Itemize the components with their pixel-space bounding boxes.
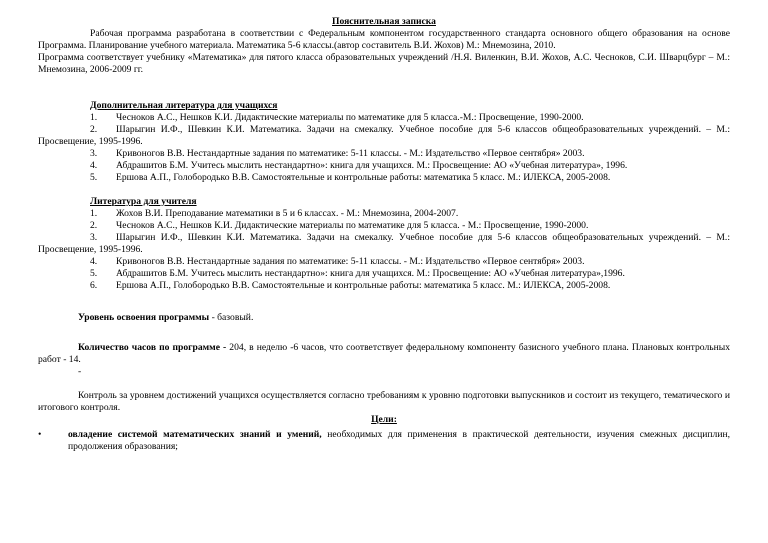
intro-paragraph: Рабочая программа разработана в соответствии с Федеральным компонентом государственного стандарта основного общего образования на основе Программа. Планирование учебного материала. Математика 5-6 классы.(автор составитель В.И. Жохов) М.: Мнемозина, 2010. [38, 28, 730, 51]
list-item: 1. Жохов В.И. Преподавание математики в 5 и 6 классах. - М.: Мнемозина, 2004-2007. [90, 208, 459, 219]
students-literature-list [38, 112, 730, 184]
list-item: 5. Ершова А.П., Голобородько В.В. Самостоятельные и контрольные работы: математика 5 класс. М.: ИЛЕКСА, 2005-2008. [90, 172, 611, 183]
teacher-literature-heading: Литература для учителя [90, 196, 197, 207]
list-item: 3. Кривоногов В.В. Нестандартные задания по математике: 5-11 классы. - М.: Издательство «Первое сентября» 2003. [90, 148, 585, 159]
list-item: 3. Шарыгин И.Ф., Шевкин К.И. Математика. Задачи на смекалку. Учебное пособие для 5-6 классов общеобразовательных учреждений. – М.: Просвещение, 1995-1996. [38, 232, 730, 255]
document-page [38, 0, 730, 453]
list-item: 2. Чесноков А.С., Нешков К.И. Дидактические материалы по математике для 5 класса. - М.: Просвещение, 1990-2000. [90, 220, 589, 231]
list-item: 5. Абдрашитов Б.М. Учитесь мыслить нестандартно»: книга для учащихся. М.: Просвещение: АО «Учебная литература»,1996. [90, 268, 625, 279]
bullet-icon: • [38, 429, 42, 440]
textbook-paragraph: Программа соответствует учебнику «Математика» для пятого класса образовательных учреждений /Н.Я. Виленкин, В.И. Жохов, А.С. Чесноков, С.И. Шварцбург – М.: Мнемозина, 2006-2009 гг. [38, 52, 730, 75]
list-item: 4. Кривоногов В.В. Нестандартные задания по математике: 5-11 классы. - М.: Издательство «Первое сентября» 2003. [90, 256, 585, 267]
list-item: 6. Ершова А.П., Голобородько В.В. Самостоятельные и контрольные работы: математика 5 класс. М.: ИЛЕКСА, 2005-2008. [90, 280, 611, 291]
teacher-literature-list [38, 208, 730, 292]
list-item: 1. Чесноков А.С., Нешков К.И. Дидактические материалы по математике для 5 класса.-М.: Просвещение, 1990-2000. [90, 112, 584, 123]
goals-heading: Цели: [371, 414, 397, 425]
level-paragraph [38, 312, 730, 324]
list-item: 2. Шарыгин И.Ф., Шевкин К.И. Математика. Задачи на смекалку. Учебное пособие для 5-6 классов общеобразовательных учреждений. – М.: Просвещение, 1995-1996. [38, 124, 730, 147]
hours-label: Количество часов по программе - [78, 342, 227, 353]
list-item: 4. Абдрашитов Б.М. Учитесь мыслить нестандартно»: книга для учащихся. М.: Просвещение: АО «Учебная литература», 1996. [90, 160, 628, 171]
dash-line: - [78, 366, 82, 377]
control-paragraph: Контроль за уровнем достижений учащихся осуществляется согласно требованиям к уровню подготовки выпускников и состоит из текущего, тематического и итогового контроля. [38, 390, 730, 413]
hours-paragraph [38, 342, 730, 366]
document-title: Пояснительная записка [332, 16, 436, 27]
level-label: Уровень освоения программы [78, 312, 210, 323]
students-literature-heading: Дополнительная литература для учащихся [90, 100, 278, 111]
hours-value: 204, в неделю -6 часов, что соответствует федеральному компоненту базисного учебного плана. Плановых контрольных работ - 14. [38, 342, 730, 365]
level-value: - базовый. [209, 312, 254, 323]
list-item: • овладение системой математических знаний и умений, необходимых для применения в практической деятельности, изучения смежных дисциплин, продолжения образования; [38, 429, 730, 452]
